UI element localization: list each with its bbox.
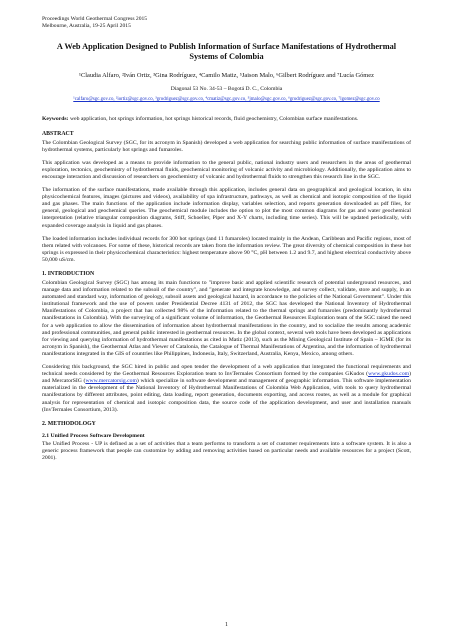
abstract-paragraph-4: The loaded information includes individual records for 300 hot springs (and 11 fumaroles) located mainly in the Andean, Caribbean and Pacific regions, most of them related with volcanoes. For some of these, historical records are taken from the information review. The great diversity of chemical composition in these hot springs is expressed in their physicochemical characteristics: highest temperature above 90 °C, pH between 1.2 and 9.7, and highest electrical conductivity above 50,000 uS/cm. <box>42 235 411 263</box>
intro-text-b: ) and MercatorSIG ( <box>42 371 411 385</box>
introduction-heading: 1. INTRODUCTION <box>42 271 95 278</box>
introduction-paragraph-2 <box>42 364 411 414</box>
methodology-heading: 2. METHODOLOGY <box>42 420 96 427</box>
abstract-heading: ABSTRACT <box>42 130 74 137</box>
gkudos-link[interactable]: www.gkudos.com <box>368 371 410 378</box>
author-address: Diagonal 53 No. 34-53 – Bogotá D. C., Colombia <box>170 86 283 92</box>
author-list: ¹Claudia Alfaro, ²Iván Ortiz, ³Gina Rodríguez, ⁴Camilo Matiz, ⁵Jaison Malo, ⁶Gilbert Rodríguez and ⁷Lucía Gómez <box>79 72 374 79</box>
intro-text-a: Considering this background, the SGC hired in public and open tender the development of a web application that integrated the functional requirements and technical needs considered by the Geothermal Resources Exploration team to InvTermales Consortium formed by the companies GKudos ( <box>42 364 411 378</box>
introduction-paragraph-1: Colombian Geological Survey (SGC) has among its main functions to "improve basic and applied scientific research of potential underground resources, and manage data and information related to the subsoil of the country", and "generate and integrate knowledge, and survey collect, validate, store and supply, in an automated and standard way, information of geology, subsoil assets and geological hazard, in accordance to the policies of the National Government". Under this institutional framework and the use of powers under Presidential Decree 4131 of 2012, the SGC has developed the National Inventory of Hydrothermal Manifestations of Colombia, a project that has collected 98% of the information related to the thermal springs and fumaroles (predominantly hydrothermal manifestations in Colombia). With the surveying of a significant volume of information, the Geothermal Resources Exploration team of the SGC raised the need for a web application to allow the dissemination of information about hydrothermal manifestations in the country, and to socialize the results among academic and professional communities, and general public interested in geothermal resources. In the global context, several web tools have been developed as applications for viewing and querying information of hydrothermal manifestations as cited in Matiz (2013), such as the Mining Geological Institute of Spain – IGME (for its acronym in Spanish), the Geothermal Atlas and Viewer of Catalonia, the Catalogue of Thermal Manifestations of Argentina, and the information of hydrothermal manifestations integrated in the GIS of countries like Philippines, Indonesia, Italy, Switzerland, Australia, Kenya, Mexico, among others. <box>42 280 411 357</box>
conference-name: Proceedings World Geothermal Congress 2015 <box>42 16 148 22</box>
page-number: 1 <box>225 622 228 628</box>
keywords <box>42 116 411 123</box>
keywords-label: Keywords: <box>42 116 69 123</box>
mercatorsig-link[interactable]: www.mercatorsig.com <box>85 378 137 385</box>
abstract-paragraph-2: This application was developed as a means to provide information to the general public, national industry users and researchers in the areas of geothermal exploration, tectonics, geochemistry of hydrothermal fluids, geochemical monitoring of volcanic activity and microbiology. Additionally, the application aims to encourage interaction and discussion of researchers on geochemistry of volcanic and hydrothermal fluids to strengthen this research line in the SGC. <box>42 159 411 180</box>
intro-text-c: ) which specialize in software development and management of geographic information. This software implementation materialized in the development of the National Inventory of Hydrothermal Manifestations of Colombia Web Application, with tools to query hydrothermal manifestations by different attributes, point editing, data loading, report generation, documents exporting, and access routes, as well as a module for graphical analysis for representation of chemical and isotopic composition data, the source code of the application development, and user and installation manuals (InvTermales Consortium, 2013). <box>42 378 411 413</box>
methodology-subheading: 2.1 Unified Process Software Development <box>42 432 145 439</box>
conference-location: Melbourne, Australia, 19-25 April 2015 <box>42 23 131 29</box>
keywords-text: web application, hot springs information, hot springs historical records, fluid geochemistry, Colombian surface manifestations. <box>69 116 359 123</box>
abstract-paragraph-1: The Colombian Geological Survey (SGC, for its acronym in Spanish) developed a web application for searching public information of surface manifestations of hydrothermal systems, particularly hot springs and fumaroles. <box>42 139 411 153</box>
abstract-paragraph-3: The information of the surface manifestations, made available through this application, includes general data on geographical and geological location, in situ physicochemical features, images (pictures and videos), availability of spa infrastructure, pathways, as well as chemical and isotopic composition of the liquid and gas phases. The main functions of the application include information display, variables selection, and reports generation downloaded as pdf files, for general, geological and geochemical queries. The geochemical module includes the option to plot the most common diagrams for gas and water geochemical interpretation (relative triangular composition diagrams, Stiff, Schoeller, Piper and X-Y charts, including time series). This will be updated periodically, with expanded coverage analysis in liquid and gas phases. <box>42 187 411 229</box>
methodology-paragraph-1: The Unified Process - UP is defined as a set of activities that a team performs to transform a set of customer requirements into a software system. It is also a generic process framework that people can customize by adding and removing activities based on particular needs and available resources for a project (Scott, 2001). <box>42 440 411 461</box>
author-emails[interactable] <box>42 97 411 103</box>
conference-header <box>42 16 411 30</box>
paper-title: A Web Application Designed to Publish Information of Surface Manifestations of Hydrothermal Systems of Colombia <box>56 42 397 61</box>
email-links[interactable]: ¹calfaro@sgc.gov.co, ²iortiz@sgc.gov.co, ³grodriguez@sgc.gov.co, ⁴cmatiz@sgc.gov.co, ⁵jmalo@sgc.gov.co, ⁶grodriguez@sgc.gov.co, ⁷lgomez@sgc.gov.co <box>73 97 380 102</box>
